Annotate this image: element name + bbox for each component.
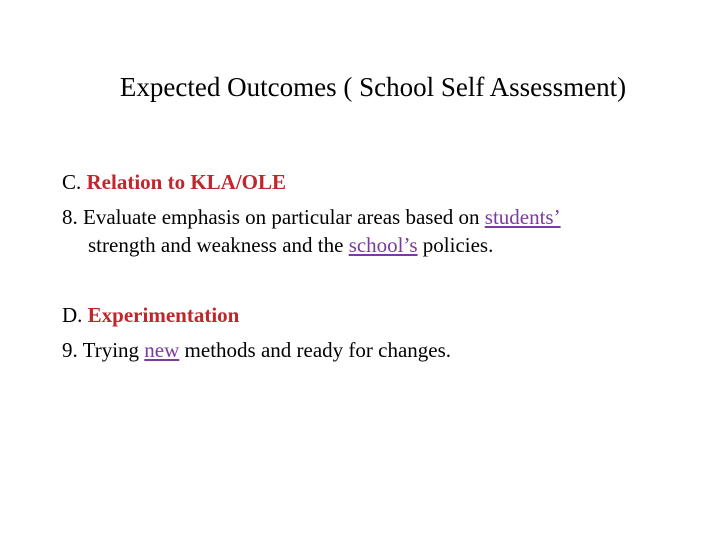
item-8-number: 8. [62,205,78,229]
item-8-text-2: strength and weakness and the [88,233,344,257]
item-9-line [62,338,451,363]
item-9-text-1: Trying [82,338,140,362]
section-c-letter: C. [62,170,82,194]
item-8-line-1 [62,205,561,230]
section-c-heading: Relation to KLA/OLE [86,170,287,194]
item-9-number: 9. [62,338,78,362]
item-8-text-1: Evaluate emphasis on particular areas based on [83,205,480,229]
new-link[interactable]: new [144,338,180,362]
slide-title: Expected Outcomes ( School Self Assessment) [119,72,627,102]
section-d-heading: Experimentation [87,303,240,327]
section-d-heading-line [62,303,239,328]
item-8-text-3: policies. [422,233,494,257]
item-9-text-2: methods and ready for changes. [184,338,452,362]
item-8-line-2 [88,233,493,258]
section-c-heading-line [62,170,286,195]
schools-link[interactable]: school’s [348,233,418,257]
section-d-letter: D. [62,303,83,327]
students-link[interactable]: students’ [484,205,561,229]
